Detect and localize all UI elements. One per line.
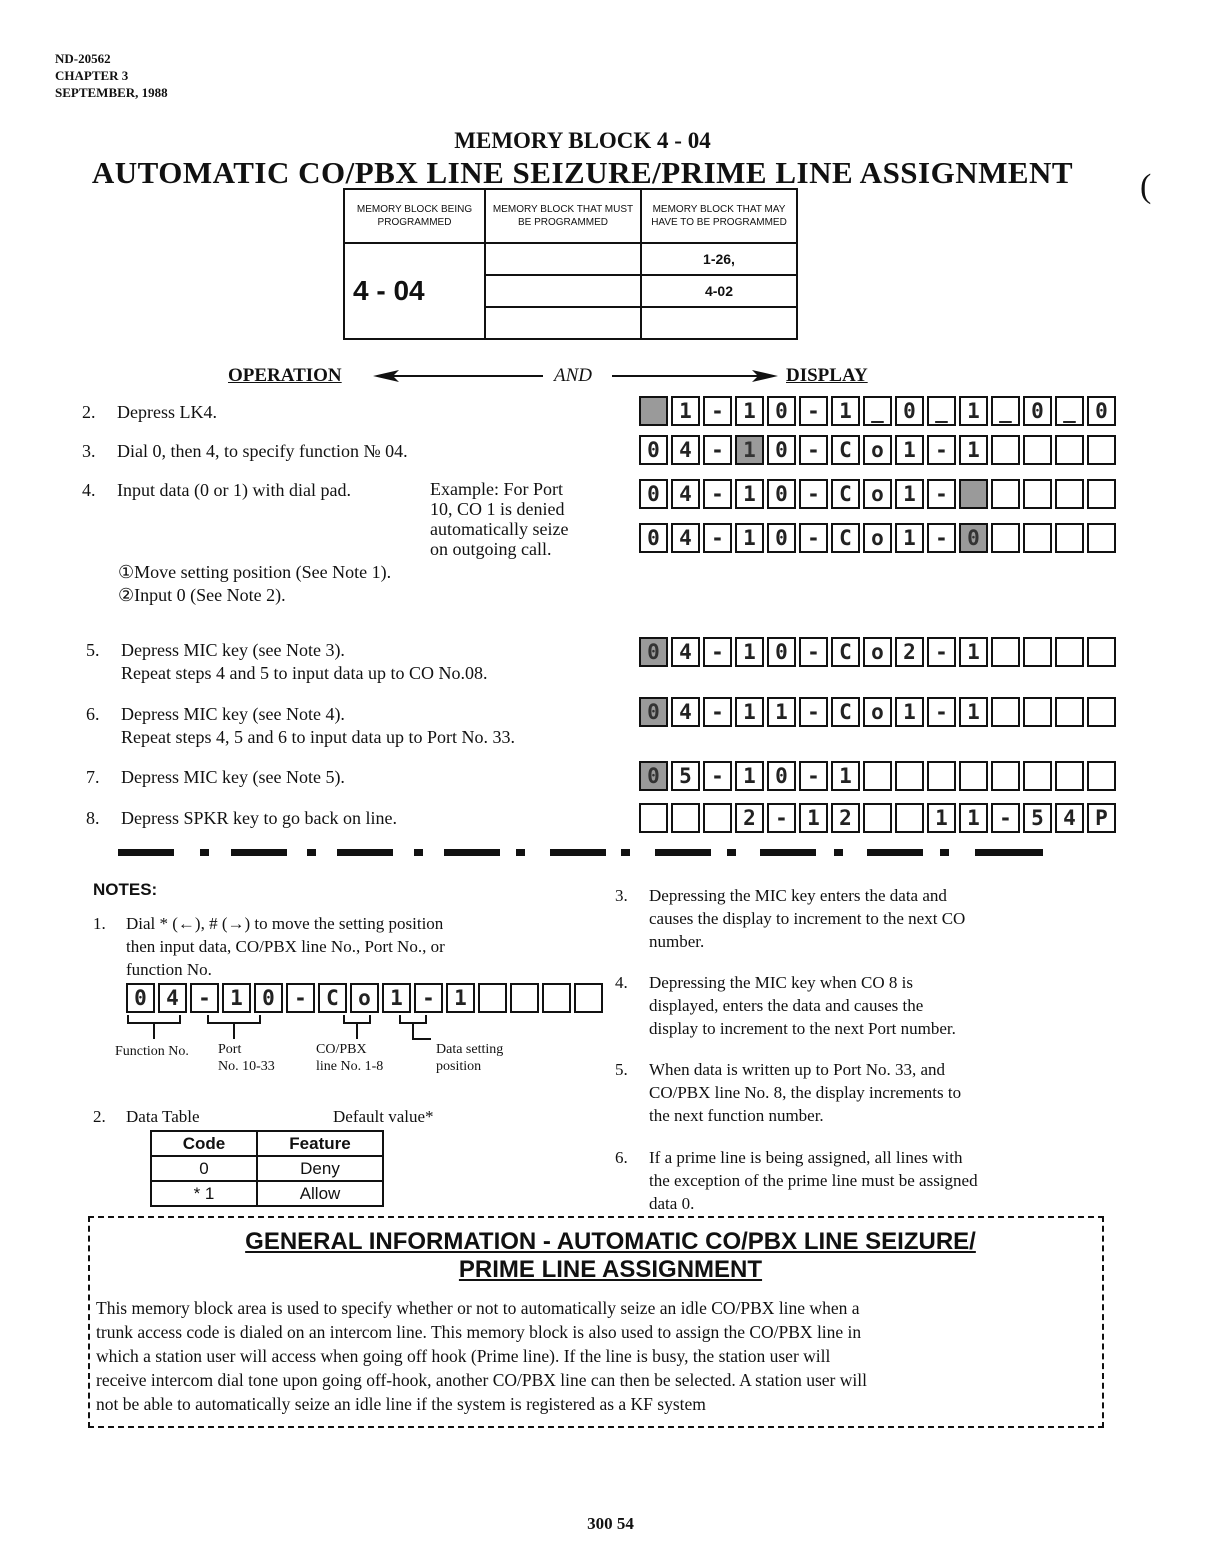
lcd-cell: 2: [895, 637, 924, 667]
lcd-cell: [991, 435, 1020, 465]
lcd-cell: 0: [959, 523, 988, 553]
lcd-cell: 4: [1055, 803, 1084, 833]
lcd-cell: [639, 803, 668, 833]
lcd-cell: [863, 761, 892, 791]
lcd-cell: [1087, 435, 1116, 465]
lcd-cell: 2: [831, 803, 860, 833]
lcd-cell: [671, 803, 700, 833]
lcd-cell: 4: [671, 479, 700, 509]
page-title: AUTOMATIC CO/PBX LINE SEIZURE/PRIME LINE ASSIGNMENT: [91, 155, 1074, 190]
lcd-cell: 4: [671, 697, 700, 727]
lcd-cell: 1: [735, 396, 764, 426]
lcd-cell: 1: [767, 697, 796, 727]
lcd-cell: [1023, 523, 1052, 553]
page-title-block: MEMORY BLOCK 4 - 04: [454, 128, 711, 153]
lcd-cell: [1023, 761, 1052, 791]
label-port: Port No. 10-33: [218, 1042, 275, 1074]
lcd-cell: -: [927, 479, 956, 509]
lcd-cell: [991, 637, 1020, 667]
table-row: 0 Deny: [151, 1156, 383, 1181]
lcd-cell: [1055, 479, 1084, 509]
lcd-cell: -: [799, 435, 828, 465]
lcd-display-step-8: [639, 803, 1119, 833]
lcd-cell: -: [767, 803, 796, 833]
lcd-cell: o: [863, 523, 892, 553]
lcd-cell: [991, 523, 1020, 553]
lcd-cell: 1: [895, 435, 924, 465]
lcd-cell: 4: [671, 523, 700, 553]
lcd-cell: -: [799, 523, 828, 553]
general-information-text: This memory block area is used to specify whether or not to automatically seize an idle CO/PBX line when a trunk access code is dialed on an intercom line. This memory block is also used to assign the CO/PBX line in which a station user will access when going off hook (Prime line). If the line is busy, the station user will receive intercom dial tone upon going off-hook, another CO/PBX line can then be selected. A station user will not be able to automatically seize an idle line if the system is registered as a KF system: [96, 1298, 867, 1414]
lcd-cell: C: [831, 435, 860, 465]
lcd-display-step-7: [639, 761, 1119, 791]
substep-input-zero: ②Input 0 (See Note 2).: [118, 585, 286, 605]
lcd-cell: [1055, 435, 1084, 465]
table-row: * 1 Allow: [151, 1181, 383, 1206]
lcd-cell: 1: [735, 435, 764, 465]
lcd-cell: [542, 983, 571, 1013]
lcd-cell: 1: [446, 983, 475, 1013]
lcd-display-step-6: [639, 697, 1119, 727]
col-header-may-be-programmed: MEMORY BLOCK THAT MAY HAVE TO BE PROGRAMMED: [641, 189, 797, 243]
lcd-cell: _: [1055, 396, 1084, 426]
lcd-cell: 0: [639, 697, 668, 727]
lcd-cell: 1: [735, 697, 764, 727]
lcd-cell: -: [286, 983, 315, 1013]
lcd-cell: -: [703, 435, 732, 465]
lcd-cell: -: [799, 761, 828, 791]
lcd-cell: 1: [735, 479, 764, 509]
lcd-cell: [1055, 523, 1084, 553]
left-arrow-icon: [373, 369, 543, 383]
lcd-cell: [510, 983, 539, 1013]
section-divider: [118, 846, 1043, 858]
lcd-cell: 1: [959, 435, 988, 465]
data-table: [150, 1130, 384, 1207]
label-co-pbx: CO/PBX line No. 1-8: [316, 1042, 384, 1074]
lcd-cell: 5: [671, 761, 700, 791]
lcd-cell: C: [831, 637, 860, 667]
note-4: 4. Depressing the MIC key when CO 8 is displayed, enters the data and causes the display to increment to the next Port number.: [615, 973, 956, 1038]
data-table-header-code: Code: [151, 1131, 257, 1156]
lcd-cell: o: [350, 983, 379, 1013]
margin-mark: (: [1140, 168, 1152, 205]
lcd-cell: 4: [671, 637, 700, 667]
operation-display-header: [228, 365, 888, 389]
lcd-cell: -: [927, 435, 956, 465]
and-label: AND: [554, 365, 592, 386]
note-6: 6. If a prime line is being assigned, all lines with the exception of the prime line must be assigned data 0.: [615, 1148, 978, 1213]
lcd-cell: [1055, 761, 1084, 791]
lcd-cell: 1: [671, 396, 700, 426]
substep-move-position: ①Move setting position (See Note 1).: [118, 562, 392, 582]
lcd-cell: -: [799, 637, 828, 667]
lcd-cell: [1087, 697, 1116, 727]
lcd-cell: P: [1087, 803, 1116, 833]
lcd-cell: -: [703, 697, 732, 727]
lcd-cell: 0: [1087, 396, 1116, 426]
lcd-cell: o: [863, 697, 892, 727]
lcd-cell: [1087, 637, 1116, 667]
lcd-cell: o: [863, 435, 892, 465]
operation-label: OPERATION: [228, 365, 342, 386]
doc-date: SEPTEMBER, 1988: [55, 85, 168, 100]
lcd-cell: 1: [927, 803, 956, 833]
lcd-cell: -: [414, 983, 443, 1013]
label-data-setting: Data setting position: [436, 1042, 504, 1074]
lcd-cell: 0: [639, 637, 668, 667]
lcd-cell: _: [927, 396, 956, 426]
lcd-cell: 5: [1023, 803, 1052, 833]
data-table-header-feature: Feature: [257, 1131, 383, 1156]
right-arrow-icon: [612, 369, 778, 383]
lcd-cell: [1087, 523, 1116, 553]
lcd-cell: [895, 803, 924, 833]
lcd-cell: [1087, 761, 1116, 791]
lcd-cell: -: [927, 697, 956, 727]
lcd-display-step-3: [639, 435, 1119, 465]
lcd-cell: [1023, 637, 1052, 667]
lcd-cell: -: [799, 697, 828, 727]
lcd-cell: -: [799, 396, 828, 426]
may-cell-3: [641, 307, 797, 339]
lcd-cell: 1: [959, 396, 988, 426]
lcd-cell: o: [863, 479, 892, 509]
document-header: [55, 50, 168, 101]
lcd-cell: 0: [639, 435, 668, 465]
lcd-cell: -: [991, 803, 1020, 833]
note-3: 3. Depressing the MIC key enters the data and causes the display to increment to the next CO number.: [615, 886, 966, 951]
lcd-cell: 0: [254, 983, 283, 1013]
lcd-cell: 1: [799, 803, 828, 833]
lcd-cell: [1055, 637, 1084, 667]
lcd-cell: [959, 479, 988, 509]
lcd-cell: 2: [735, 803, 764, 833]
lcd-display-step-4-input: [639, 523, 1119, 553]
lcd-cell: 0: [1023, 396, 1052, 426]
lcd-cell: -: [927, 637, 956, 667]
notes-heading: NOTES:: [93, 880, 158, 899]
lcd-cell: -: [927, 523, 956, 553]
lcd-cell: -: [190, 983, 219, 1013]
lcd-cell: 0: [767, 761, 796, 791]
must-cell-1: [485, 243, 641, 275]
lcd-cell: [1023, 479, 1052, 509]
lcd-display-step-5: [639, 637, 1119, 667]
page-number: 300 54: [587, 1514, 634, 1533]
lcd-cell: C: [831, 697, 860, 727]
lcd-cell: 0: [639, 523, 668, 553]
lcd-cell: [863, 803, 892, 833]
lcd-cell: -: [703, 523, 732, 553]
lcd-cell: -: [703, 396, 732, 426]
lcd-cell: 1: [959, 637, 988, 667]
step-4-example: Example: For Port 10, CO 1 is denied automatically seize on outgoing call.: [430, 479, 569, 559]
lcd-cell: 1: [959, 697, 988, 727]
lcd-cell: [1087, 479, 1116, 509]
must-cell-2: [485, 275, 641, 307]
chapter: CHAPTER 3: [55, 68, 129, 83]
lcd-cell: 0: [895, 396, 924, 426]
lcd-cell: [478, 983, 507, 1013]
lcd-cell: C: [831, 479, 860, 509]
lcd-cell: [991, 697, 1020, 727]
lcd-cell: C: [318, 983, 347, 1013]
note-5: 5. When data is written up to Port No. 33, and CO/PBX line No. 8, the display increments to the next function number.: [615, 1060, 962, 1125]
lcd-cell: -: [703, 637, 732, 667]
lcd-cell: 0: [126, 983, 155, 1013]
lcd-display-note-1: [126, 983, 606, 1013]
lcd-cell: 0: [639, 761, 668, 791]
lcd-cell: 1: [831, 396, 860, 426]
may-cell-1: 1-26,: [641, 243, 797, 275]
lcd-cell: [1055, 697, 1084, 727]
lcd-cell: [703, 803, 732, 833]
lcd-cell: 0: [639, 479, 668, 509]
lcd-cell: 1: [735, 523, 764, 553]
lcd-cell: 1: [959, 803, 988, 833]
general-information-subtitle: PRIME LINE ASSIGNMENT: [458, 1256, 763, 1283]
lcd-display-step-2: [639, 396, 1119, 426]
lcd-cell: 1: [382, 983, 411, 1013]
col-header-must-be-programmed: MEMORY BLOCK THAT MUST BE PROGRAMMED: [485, 189, 641, 243]
lcd-cell: C: [831, 523, 860, 553]
lcd-cell: [895, 761, 924, 791]
lcd-cell: _: [991, 396, 1020, 426]
lcd-cell: o: [863, 637, 892, 667]
label-function-no: Function No.: [115, 1044, 189, 1059]
lcd-cell: [991, 761, 1020, 791]
lcd-cell: 1: [895, 479, 924, 509]
lcd-cell: _: [863, 396, 892, 426]
memory-block-number: 4 - 04: [344, 243, 485, 339]
lcd-cell: -: [799, 479, 828, 509]
lcd-cell: 0: [767, 479, 796, 509]
lcd-cell: [927, 761, 956, 791]
lcd-cell: 1: [735, 637, 764, 667]
note-1: 1. Dial * (←), # (→) to move the setting position then input data, CO/PBX line No., Port No., or function No.: [93, 914, 445, 979]
col-header-being-programmed: MEMORY BLOCK BEING PROGRAMMED: [344, 189, 485, 243]
must-cell-3: [485, 307, 641, 339]
lcd-cell: 1: [895, 523, 924, 553]
note-2: 2. Data Table Default value*: [93, 1107, 434, 1126]
display-label: DISPLAY: [786, 365, 868, 386]
lcd-display-step-4: [639, 479, 1119, 509]
lcd-cell: 0: [767, 396, 796, 426]
lcd-cell: [1023, 697, 1052, 727]
lcd-cell: 1: [831, 761, 860, 791]
lcd-cell: 0: [767, 523, 796, 553]
may-cell-2: 4-02: [641, 275, 797, 307]
lcd-cell: 1: [222, 983, 251, 1013]
display-bracket-lines: [126, 1013, 446, 1045]
lcd-cell: [639, 396, 668, 426]
lcd-cell: [991, 479, 1020, 509]
lcd-cell: 4: [671, 435, 700, 465]
general-information-title: GENERAL INFORMATION - AUTOMATIC CO/PBX LINE SEIZURE/: [245, 1228, 976, 1255]
lcd-cell: [574, 983, 603, 1013]
lcd-cell: [1023, 435, 1052, 465]
lcd-cell: 1: [735, 761, 764, 791]
memory-block-table: [343, 188, 798, 340]
lcd-cell: [959, 761, 988, 791]
lcd-cell: 1: [895, 697, 924, 727]
lcd-cell: 0: [767, 637, 796, 667]
lcd-cell: 0: [767, 435, 796, 465]
lcd-cell: -: [703, 479, 732, 509]
lcd-cell: -: [703, 761, 732, 791]
lcd-cell: 4: [158, 983, 187, 1013]
doc-number: ND-20562: [55, 51, 111, 66]
